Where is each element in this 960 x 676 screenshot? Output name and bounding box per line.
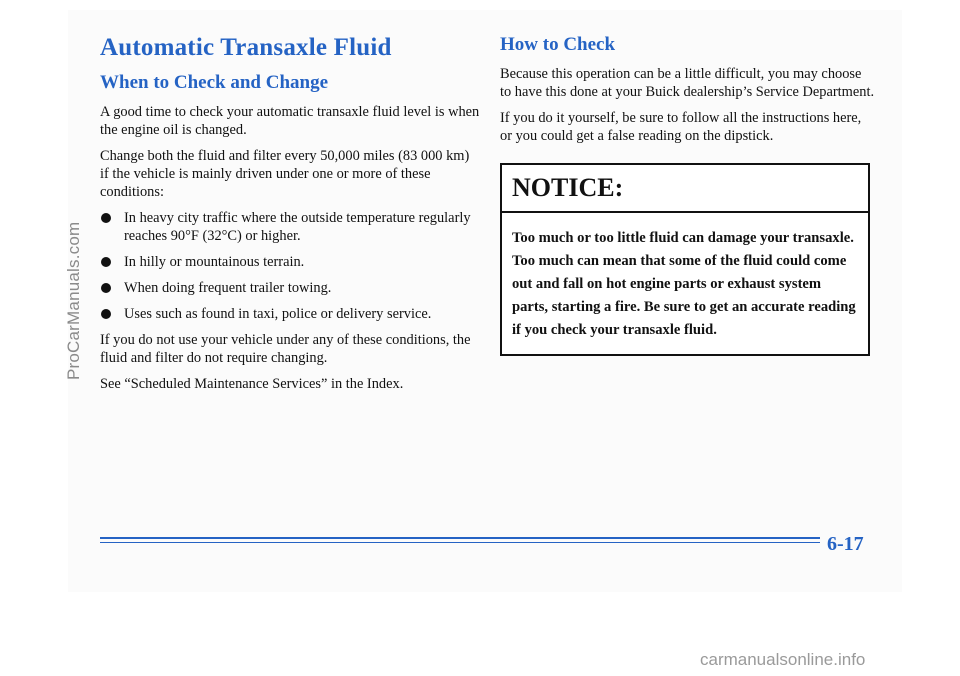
paragraph-see-index: See “Scheduled Maintenance Services” in the Index. xyxy=(100,376,404,392)
bullet-icon xyxy=(101,283,111,293)
section-heading-when-to-check: When to Check and Change xyxy=(100,72,329,93)
list-item-text: In heavy city traffic where the outside temperature regularly reaches 90°F (32°C) or higher. xyxy=(124,210,471,244)
paragraph-dealer-service: Because this operation can be a little difficult, you may choose to have this done at your Buick dealership’s Service Department. xyxy=(500,66,875,100)
watermark-text: ProCarManuals.com xyxy=(64,221,83,380)
list-item xyxy=(100,209,480,245)
list-item-text: When doing frequent trailer towing. xyxy=(124,280,332,296)
page-number: 6-17 xyxy=(827,533,864,555)
conditions-list xyxy=(100,209,480,323)
list-item-text: In hilly or mountainous terrain. xyxy=(124,254,305,270)
list-item xyxy=(100,253,480,271)
footer-rule-line xyxy=(100,537,820,539)
notice-body: Too much or too little fluid can damage your transaxle. Too much can mean that some of the fluid could come out and fall on hot engine parts or exhaust system parts, starting a fire. Be sure to get an accurate reading if you check your transaxle fluid. xyxy=(512,230,856,338)
footer-rule xyxy=(100,537,820,547)
paragraph-change-interval: Change both the fluid and filter every 50,000 miles (83 000 km) if the vehicle is mainly driven under one or more of these conditions: xyxy=(100,148,470,200)
list-item xyxy=(100,305,480,323)
bullet-icon xyxy=(101,213,111,223)
list-item-text: Uses such as found in taxi, police or delivery service. xyxy=(124,306,432,322)
paragraph-do-it-yourself: If you do it yourself, be sure to follow all the instructions here, or you could get a false reading on the dipstick. xyxy=(500,110,862,144)
list-item xyxy=(100,279,480,297)
notice-box xyxy=(500,163,870,356)
section-heading-how-to-check: How to Check xyxy=(500,34,616,55)
left-column xyxy=(100,34,480,401)
page-title: Automatic Transaxle Fluid xyxy=(100,34,392,61)
bullet-icon xyxy=(101,309,111,319)
footer-rule-line xyxy=(100,542,820,543)
right-column xyxy=(500,34,876,356)
bullet-icon xyxy=(101,257,111,267)
site-footer-text[interactable]: carmanualsonline.info xyxy=(700,650,866,669)
paragraph-no-change-required: If you do not use your vehicle under any of these conditions, the fluid and filter do not require changing. xyxy=(100,332,471,366)
paragraph-check-timing: A good time to check your automatic transaxle fluid level is when the engine oil is changed. xyxy=(100,104,480,138)
notice-heading: NOTICE: xyxy=(502,165,868,213)
